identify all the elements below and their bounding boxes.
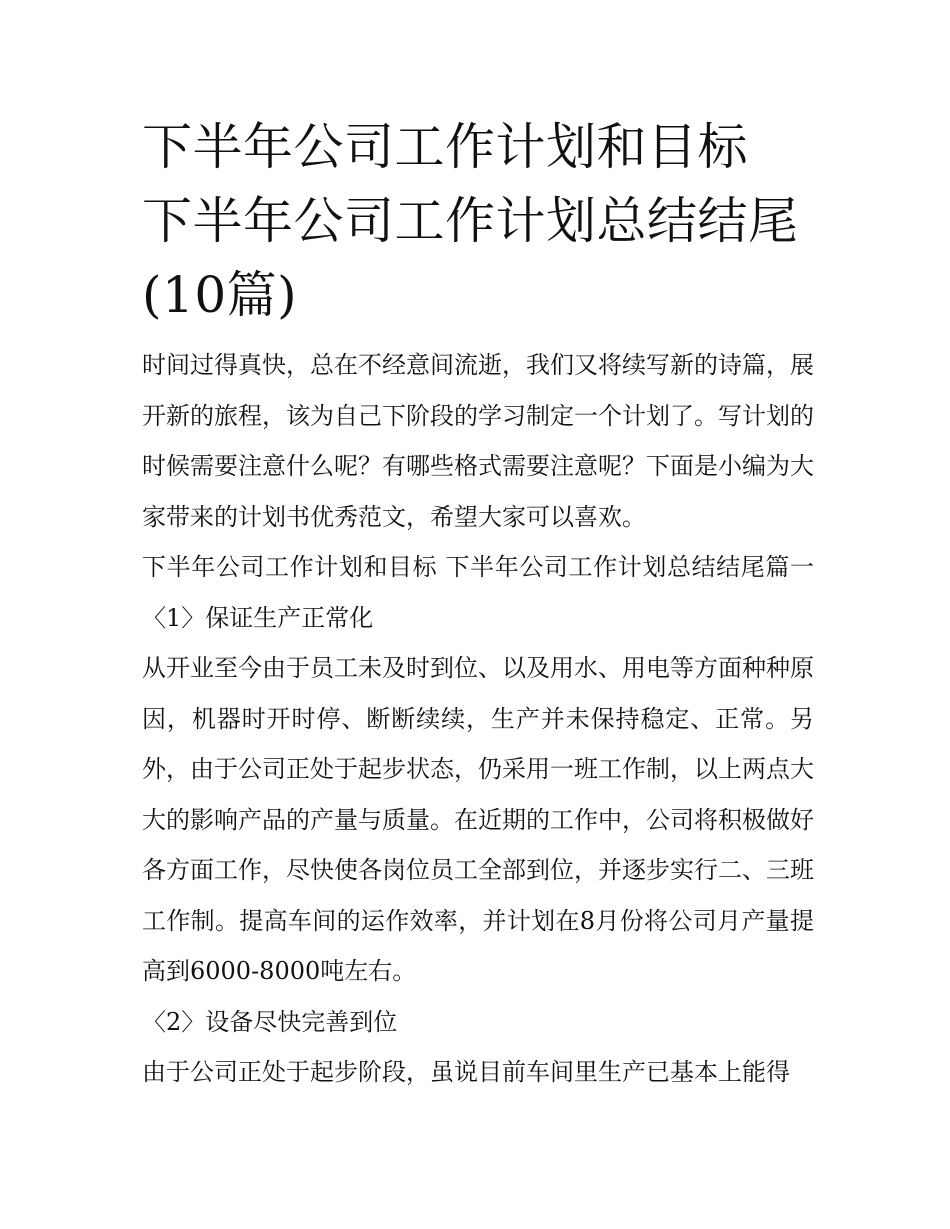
section-heading-2: 〈2〉设备尽快完善到位 [142, 1007, 398, 1036]
document-page [142, 110, 814, 1098]
intro-paragraph: 时间过得真快，总在不经意间流逝，我们又将续写新的诗篇，展开新的旅程，该为自己下阶段的学习制定一个计划了。写计划的时候需要注意什么呢？有哪些格式需要注意呢？下面是小编为大家带来的计划书优秀范文，希望大家可以喜欢。 [142, 351, 814, 531]
body-paragraph-2: 由于公司正处于起步阶段，虽说目前车间里生产已基本上能得 [142, 1058, 790, 1086]
document-title: 下半年公司工作计划和目标 下半年公司工作计划总结结尾(10篇) [142, 118, 799, 324]
section-heading-1: 下半年公司工作计划和目标 下半年公司工作计划总结结尾篇一 〈1〉保证生产正常化 [142, 553, 814, 632]
body-paragraph-1: 从开业至今由于员工未及时到位、以及用水、用电等方面种种原因，机器时开时停、断断续续，生产并未保持稳定、正常。另外，由于公司正处于起步状态，仍采用一班工作制，以上两点大大的影响产品的产量与质量。在近期的工作中，公司将积极做好各方面工作，尽快使各岗位员工全部到位，并逐步实行二、三班工作制。提高车间的运作效率，并计划在8月份将公司月产量提高到6000-8000吨左右。 [142, 654, 814, 985]
